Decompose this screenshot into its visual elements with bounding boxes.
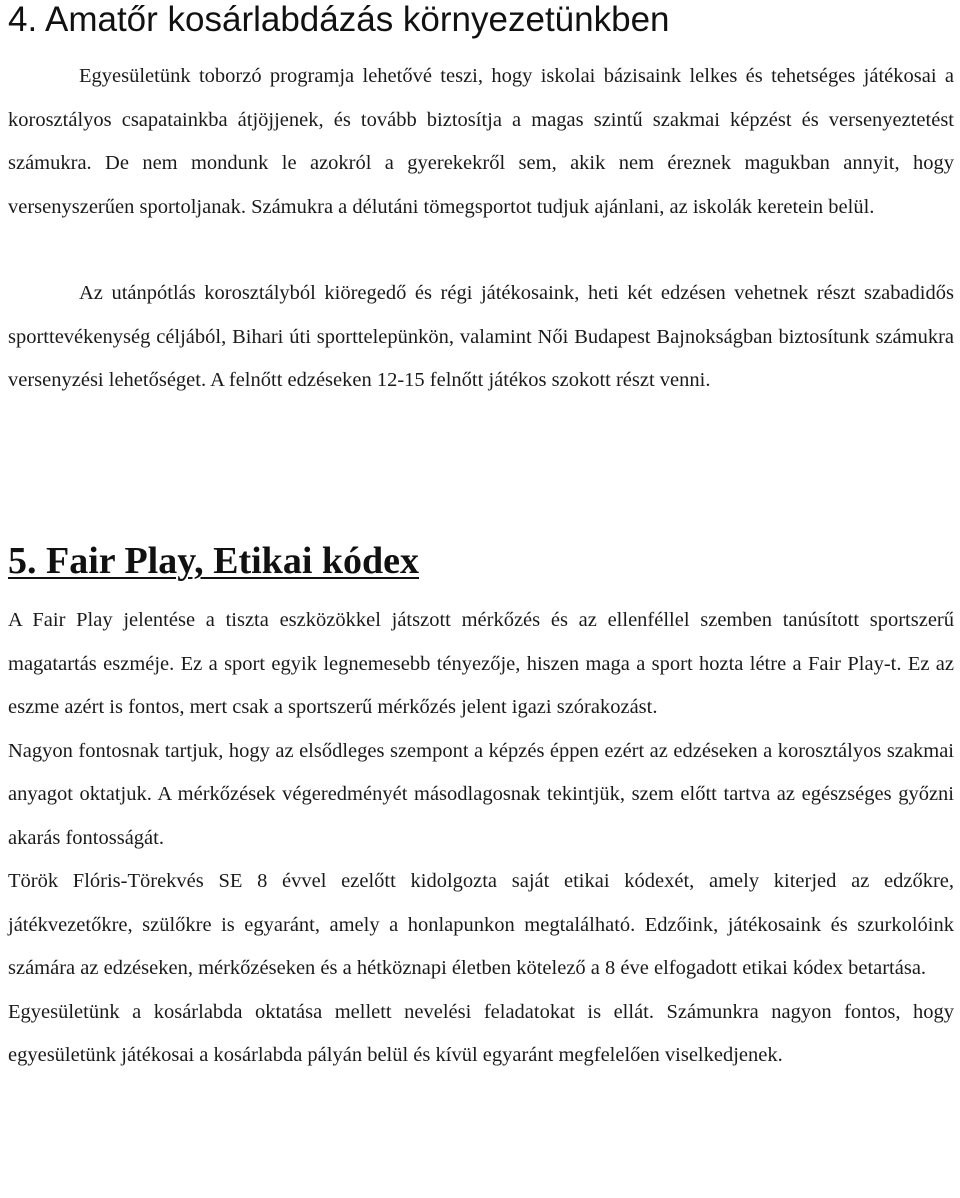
section-4-heading: 4. Amatőr kosárlabdázás környezetünkben xyxy=(8,0,670,39)
section-4-paragraph-2: Az utánpótlás korosztályból kiöregedő és régi játékosaink, heti két edzésen vehetnek részt szabadidős sporttevékenység céljából, Bihari úti sporttelepünkön, valamint Női Budapest Bajnokságban biztosítunk számukra versenyzési lehetőséget. A felnőtt edzéseken 12-15 felnőtt játékos szokott részt venni. xyxy=(8,282,954,391)
section-4-paragraph-2-block xyxy=(8,272,954,403)
section-5-paragraph-4: Egyesületünk a kosárlabda oktatása mellett nevelési feladatokat is ellát. Számunkra nagyon fontos, hogy egyesületünk játékosai a kosárlabda pályán belül és kívül egyaránt megfelelően viselkedjenek. xyxy=(8,1000,954,1066)
section-5-paragraph-3: Török Flóris-Törekvés SE 8 évvel ezelőtt kidolgozta saját etikai kódexét, amely kiterjed az edzőkre, játékvezetőkre, szülőkre is egyaránt, amely a honlapunkon megtalálható. Edzőink, játékosaink és szurkolóink számára az edzéseken, mérkőzéseken és a hétköznapi életben kötelező a 8 éve elfogadott etikai kódex betartása. xyxy=(8,870,954,979)
section-5-paragraph-1: A Fair Play jelentése a tiszta eszközökkel játszott mérkőzés és az ellenféllel szemben tanúsított sportszerű magatartás eszméje. Ez a sport egyik legnemesebb tényezője, hiszen maga a sport hozta létre a Fair Play-t. Ez az eszme azért is fontos, mert csak a sportszerű mérkőzés jelent igazi szórakozást. xyxy=(8,609,954,718)
section-5-body xyxy=(8,599,954,1078)
section-4-paragraph-1: Egyesületünk toborzó programja lehetővé teszi, hogy iskolai bázisaink lelkes és tehetséges játékosai a korosztályos csapatainkba átjöjjenek, és tovább biztosítja a magas szintű szakmai képzést és versenyeztetést számukra. De nem mondunk le azokról a gyerekekről sem, akik nem éreznek magukban annyit, hogy versenyszerűen sportoljanak. Számukra a délutáni tömegsportot tudjuk ajánlani, az iskolák keretein belül. xyxy=(8,65,954,218)
section-4-paragraph-1-block xyxy=(8,55,954,229)
section-5-heading: 5. Fair Play, Etikai kódex xyxy=(8,540,420,582)
section-5-paragraph-2: Nagyon fontosnak tartjuk, hogy az elsődleges szempont a képzés éppen ezért az edzéseken a korosztályos szakmai anyagot oktatjuk. A mérkőzések végeredményét másodlagosnak tekintjük, szem előtt tartva az egészséges győzni akarás fontosságát. xyxy=(8,739,954,849)
